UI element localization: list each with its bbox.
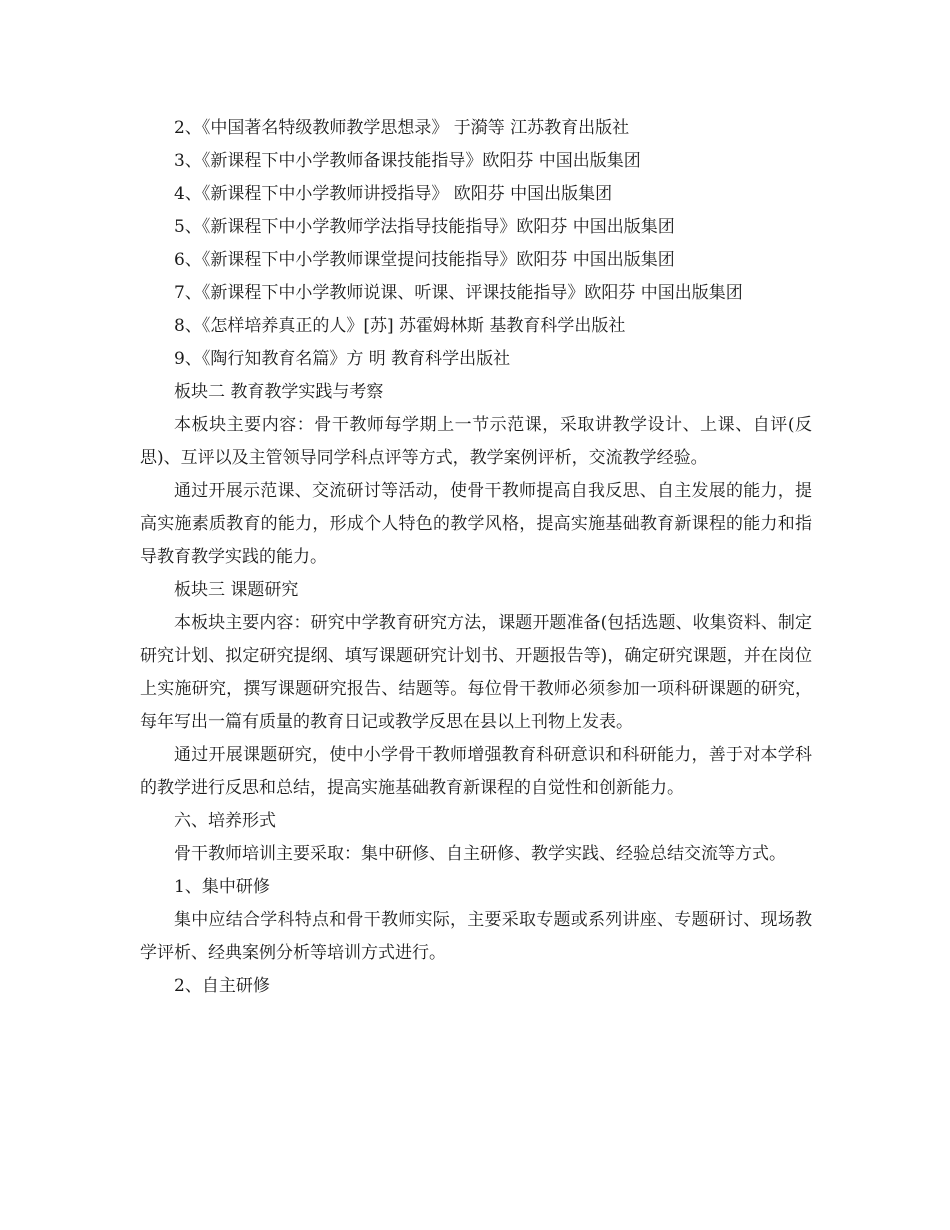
booklist-item: 5、《新课程下中小学教师学法指导技能指导》欧阳芬 中国出版集团: [174, 217, 675, 237]
section6-item1-heading: 1、集中研修: [174, 877, 270, 897]
block2-goal: 通过开展示范课、交流研讨等活动，使骨干教师提高自我反思、自主发展的能力，提高实施素质教育的能力，形成个人特色的教学风格，提高实施基础教育新课程的能力和指导教育教学实践的能力。: [140, 481, 812, 567]
section6-item1-text: 集中应结合学科特点和骨干教师实际，主要采取专题或系列讲座、专题研讨、现场教学评析、经典案例分析等培训方式进行。: [140, 910, 812, 963]
block2-content: 本板块主要内容：骨干教师每学期上一节示范课，采取讲教学设计、上课、自评(反思)、互评以及主管领导同学科点评等方式，教学案例评析，交流教学经验。: [140, 415, 812, 468]
booklist-item: 4、《新课程下中小学教师讲授指导》 欧阳芬 中国出版集团: [174, 184, 613, 204]
document-body: [140, 112, 812, 1003]
block3-heading: 板块三 课题研究: [174, 580, 299, 600]
booklist-item: 6、《新课程下中小学教师课堂提问技能指导》欧阳芬 中国出版集团: [174, 250, 675, 270]
section6-heading: 六、培养形式: [174, 811, 276, 831]
block3-content: 本板块主要内容：研究中学教育研究方法，课题开题准备(包括选题、收集资料、制定研究计划、拟定研究提纲、填写课题研究计划书、开题报告等)，确定研究课题，并在岗位上实施研究，撰写课题研究报告、结题等。每位骨干教师必须参加一项科研课题的研究，每年写出一篇有质量的教育日记或教学反思在县以上刊物上发表。: [140, 613, 812, 732]
block2-heading: 板块二 教育教学实践与考察: [174, 382, 384, 402]
block3-goal: 通过开展课题研究，使中小学骨干教师增强教育科研意识和科研能力，善于对本学科的教学进行反思和总结，提高实施基础教育新课程的自觉性和创新能力。: [140, 745, 812, 798]
section6-item2-heading: 2、自主研修: [174, 976, 270, 996]
section6-intro: 骨干教师培训主要采取：集中研修、自主研修、教学实践、经验总结交流等方式。: [174, 844, 786, 864]
booklist-item: 2、《中国著名特级教师教学思想录》 于漪等 江苏教育出版社: [174, 118, 630, 138]
booklist-item: 7、《新课程下中小学教师说课、听课、评课技能指导》欧阳芬 中国出版集团: [174, 283, 743, 303]
booklist-item: 8、《怎样培养真正的人》[苏] 苏霍姆林斯 基教育科学出版社: [174, 316, 626, 336]
booklist-item: 3、《新课程下中小学教师备课技能指导》欧阳芬 中国出版集团: [174, 151, 641, 171]
booklist-item: 9、《陶行知教育名篇》方 明 教育科学出版社: [174, 349, 511, 369]
